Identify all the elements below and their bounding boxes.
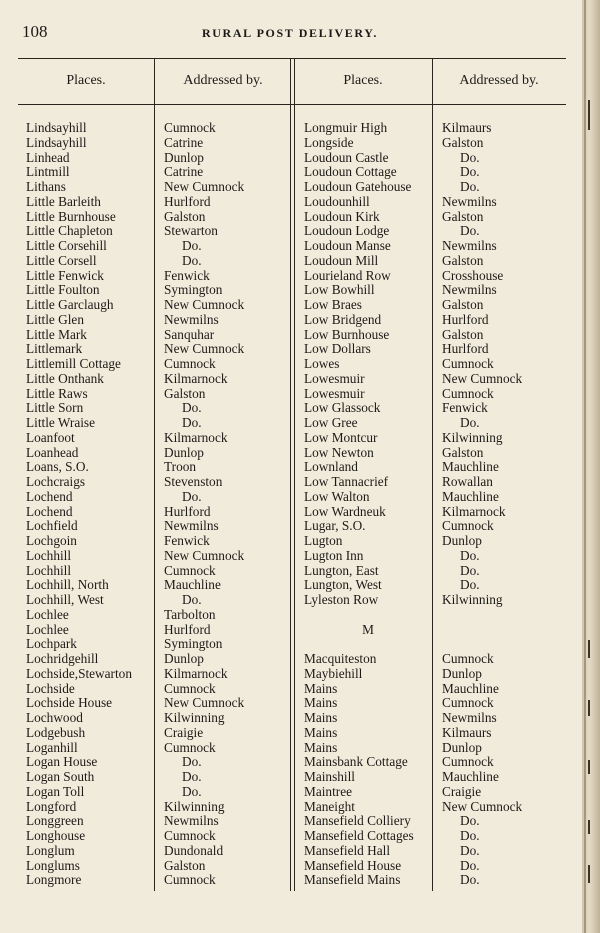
addressed-by: Do. bbox=[460, 224, 480, 239]
addressed-by: Cumnock bbox=[442, 755, 494, 770]
place-name: Longlums bbox=[26, 858, 80, 873]
place-name: Loudoun Mill bbox=[304, 253, 379, 268]
addressed-by: Hurlford bbox=[164, 622, 211, 637]
addressed-by: Dunlop bbox=[442, 740, 482, 755]
place-name: Mains bbox=[304, 681, 338, 696]
addressed-by: Galston bbox=[164, 858, 206, 873]
place-name: Lochwood bbox=[26, 711, 83, 725]
addressed-by: Galston bbox=[442, 253, 484, 268]
addressed-by: Cumnock bbox=[164, 121, 216, 135]
addressed-by: Hurlford bbox=[442, 312, 489, 327]
place-name: Littlemark bbox=[26, 342, 83, 357]
addressed-by: New Cumnock bbox=[442, 371, 523, 386]
addressed-by: New Cumnock bbox=[164, 696, 245, 711]
place-name: Loans, S.O. bbox=[26, 460, 89, 475]
place-name: Lowes bbox=[304, 357, 340, 371]
place-name: Lindsayhill bbox=[26, 121, 87, 135]
place-name: Low Wardneuk bbox=[304, 504, 386, 519]
addressed-by: Hurlford bbox=[442, 342, 489, 357]
addressed-by: Sanquhar bbox=[164, 327, 215, 342]
place-name: Lowesmuir bbox=[304, 371, 365, 386]
place-name: Loudoun Cottage bbox=[304, 165, 397, 180]
place-name: Mainshill bbox=[304, 770, 355, 784]
addressed-by: Symington bbox=[164, 637, 223, 652]
addressed-by: Crosshouse bbox=[442, 268, 504, 283]
place-name: Lochside House bbox=[26, 696, 113, 711]
place-name: Little Raws bbox=[26, 386, 88, 401]
addressed-by: Newmilns bbox=[164, 312, 219, 327]
addressed-by: Kilwinning bbox=[442, 430, 503, 445]
place-name: Loudoun Manse bbox=[304, 239, 391, 253]
addressed-by: Dunlop bbox=[164, 652, 204, 666]
addressed-by: Do. bbox=[460, 858, 480, 873]
place-name: Linhead bbox=[26, 150, 70, 165]
place-name: Mansefield House bbox=[304, 858, 402, 873]
addressed-by: Do. bbox=[460, 150, 480, 165]
addressed-by: Kilmarnock bbox=[164, 430, 228, 445]
addressed-by: Do. bbox=[182, 593, 202, 607]
place-name: Mansefield Cottages bbox=[304, 829, 414, 843]
place-name: Little Barleith bbox=[26, 194, 101, 209]
place-name: Loudoun Gatehouse bbox=[304, 180, 412, 194]
place-name: Longmuir High bbox=[304, 121, 388, 135]
addressed-by: Craigie bbox=[442, 784, 482, 799]
place-name: Lithans bbox=[26, 180, 66, 194]
place-name: Maintree bbox=[304, 784, 352, 799]
addressed-by: Dundonald bbox=[164, 843, 224, 858]
addressed-by: Hurlford bbox=[164, 504, 211, 519]
addressed-by: Newmilns bbox=[442, 283, 497, 298]
place-name: Lugar, S.O. bbox=[304, 519, 366, 534]
addressed-by: Mauchline bbox=[442, 770, 499, 784]
place-name: Little Burnhouse bbox=[26, 209, 116, 224]
addressed-by: Cumnock bbox=[164, 829, 216, 843]
addressed-by: Newmilns bbox=[164, 814, 219, 829]
addressed-by: Cumnock bbox=[442, 357, 494, 371]
place-name: Little Garclaugh bbox=[26, 298, 114, 312]
addressed-by: Dunlop bbox=[442, 666, 482, 681]
place-name: Loanhead bbox=[26, 445, 79, 460]
place-name bbox=[304, 608, 432, 623]
section-letter-m: M bbox=[362, 622, 374, 637]
place-name: Longgreen bbox=[26, 814, 84, 829]
page-header bbox=[22, 22, 558, 46]
addressed-by: Symington bbox=[164, 283, 223, 298]
place-name: Longlum bbox=[26, 843, 75, 858]
addressed-by: Do. bbox=[182, 416, 202, 430]
addressed-by: Fenwick bbox=[164, 268, 210, 283]
addressed-by: Kilmaurs bbox=[442, 725, 492, 740]
addressed-by: Cumnock bbox=[164, 357, 216, 371]
addressed-by: Galston bbox=[442, 298, 484, 312]
place-name: Lungton, East bbox=[304, 563, 379, 578]
addressed-by: Do. bbox=[460, 563, 480, 578]
place-name: Lochside bbox=[26, 681, 75, 696]
addressed-by: New Cumnock bbox=[164, 180, 245, 194]
addressed-by: Do. bbox=[460, 548, 480, 563]
place-name: Lungton, West bbox=[304, 578, 382, 593]
place-name: Low Braes bbox=[304, 298, 362, 312]
place-name: Lochhill, West bbox=[26, 593, 104, 607]
place-name: Lochpark bbox=[26, 637, 77, 652]
place-name: Little Fenwick bbox=[26, 268, 104, 283]
place-name: Little Corsehill bbox=[26, 239, 107, 253]
addressed-by: Catrine bbox=[164, 165, 204, 180]
addressed-by bbox=[442, 637, 566, 652]
place-name: Little Corsell bbox=[26, 253, 97, 268]
place-name: Lochhill, North bbox=[26, 578, 109, 593]
place-name: Lownland bbox=[304, 460, 358, 475]
place-name: Loanfoot bbox=[26, 430, 75, 445]
place-name: Lowesmuir bbox=[304, 386, 365, 401]
addressed-by: Galston bbox=[164, 386, 206, 401]
addressed-by: Cumnock bbox=[442, 519, 494, 534]
place-name: Loudoun Kirk bbox=[304, 209, 380, 224]
header-places-right: Places. bbox=[343, 73, 383, 88]
addressed-by: Galston bbox=[442, 327, 484, 342]
addressed-by: Kilmarnock bbox=[164, 666, 228, 681]
place-name: Maneight bbox=[304, 799, 355, 814]
addressed-by: Kilwinning bbox=[164, 799, 225, 814]
addressed-by: Mauchline bbox=[442, 460, 499, 475]
place-name: Lochridgehill bbox=[26, 652, 99, 666]
place-name: Lochlee bbox=[26, 607, 69, 622]
place-name: Lourieland Row bbox=[304, 268, 391, 283]
place-name: Little Wraise bbox=[26, 416, 96, 430]
addressed-by: Kilmaurs bbox=[442, 121, 492, 135]
place-name: Loganhill bbox=[26, 740, 78, 755]
place-name: Littlemill Cottage bbox=[26, 357, 121, 371]
place-name: Lochlee bbox=[26, 622, 69, 637]
place-name: Little Onthank bbox=[26, 371, 104, 386]
addressed-by: Hurlford bbox=[164, 194, 211, 209]
place-name: Lugton bbox=[304, 534, 343, 548]
place-name: Low Montcur bbox=[304, 430, 378, 445]
place-name: Logan House bbox=[26, 755, 98, 770]
binding-edge bbox=[582, 0, 600, 933]
addressed-by: Cumnock bbox=[442, 696, 494, 711]
addressed-by: Rowallan bbox=[442, 475, 493, 489]
right-addressed-column bbox=[442, 121, 566, 888]
addressed-by: Kilwinning bbox=[164, 711, 225, 725]
delivery-table bbox=[18, 58, 566, 891]
place-name: Logan Toll bbox=[26, 784, 85, 799]
place-name: Little Sorn bbox=[26, 401, 84, 416]
place-name: Low Bridgend bbox=[304, 312, 382, 327]
place-name: Little Mark bbox=[26, 327, 87, 342]
place-name: Mains bbox=[304, 711, 338, 725]
addressed-by: Do. bbox=[182, 784, 202, 799]
left-addressed-column bbox=[164, 121, 288, 888]
addressed-by: Dunlop bbox=[164, 150, 204, 165]
place-name: Lindsayhill bbox=[26, 135, 87, 150]
addressed-by: Cumnock bbox=[164, 563, 216, 578]
place-name: Mansefield Colliery bbox=[304, 814, 411, 829]
addressed-by: Do. bbox=[460, 873, 480, 888]
place-name: Lochgoin bbox=[26, 534, 77, 548]
addressed-by: Do. bbox=[182, 755, 202, 770]
place-name: Lyleston Row bbox=[304, 593, 379, 607]
addressed-by: Newmilns bbox=[442, 194, 497, 209]
header-places-left: Places. bbox=[66, 73, 106, 88]
addressed-by: Mauchline bbox=[164, 578, 221, 593]
addressed-by: Galston bbox=[164, 209, 206, 224]
center-double-divider bbox=[290, 59, 295, 891]
addressed-by: Mauchline bbox=[442, 681, 499, 696]
addressed-by: Mauchline bbox=[442, 489, 499, 504]
addressed-by: Do. bbox=[460, 829, 480, 843]
header-addressed-right: Addressed by. bbox=[459, 73, 539, 88]
addressed-by: Craigie bbox=[164, 725, 204, 740]
addressed-by: Kilmarnock bbox=[164, 371, 228, 386]
place-name: Lugton Inn bbox=[304, 548, 364, 563]
place-name: Longhouse bbox=[26, 829, 86, 843]
place-name: Little Glen bbox=[26, 312, 84, 327]
right-places-column bbox=[304, 121, 432, 888]
place-name: Low Newton bbox=[304, 445, 374, 460]
addressed-by: Do. bbox=[182, 239, 202, 253]
place-name: Lochhill bbox=[26, 563, 72, 578]
place-name: Mains bbox=[304, 696, 338, 711]
addressed-by: Catrine bbox=[164, 135, 204, 150]
place-name: Lochcraigs bbox=[26, 475, 86, 489]
place-name: Loudoun Castle bbox=[304, 150, 389, 165]
addressed-by: New Cumnock bbox=[164, 342, 245, 357]
addressed-by: Cumnock bbox=[164, 740, 216, 755]
place-name: Loudoun Lodge bbox=[304, 224, 390, 239]
place-name: Lochend bbox=[26, 489, 73, 504]
addressed-by: Galston bbox=[442, 209, 484, 224]
addressed-by: Fenwick bbox=[164, 534, 210, 548]
addressed-by: Do. bbox=[460, 578, 480, 593]
addressed-by bbox=[442, 623, 566, 638]
place-name bbox=[304, 637, 432, 652]
place-name: Low Bowhill bbox=[304, 283, 375, 298]
addressed-by: Stewarton bbox=[164, 224, 218, 239]
page-number: 108 bbox=[22, 22, 48, 41]
addressed-by: Do. bbox=[460, 165, 480, 180]
place-name: Mansefield Mains bbox=[304, 873, 401, 888]
addressed-by: Newmilns bbox=[164, 519, 219, 534]
place-name: Low Glassock bbox=[304, 401, 381, 416]
addressed-by: Troon bbox=[164, 460, 197, 475]
place-name: Little Foulton bbox=[26, 283, 100, 298]
addressed-by: Do. bbox=[460, 180, 480, 194]
column-divider bbox=[432, 59, 433, 891]
place-name: Lodgebush bbox=[26, 725, 86, 740]
addressed-by: Do. bbox=[460, 814, 480, 829]
place-name: Low Walton bbox=[304, 489, 370, 504]
place-name: Longmore bbox=[26, 873, 82, 888]
place-name: Little Chapleton bbox=[26, 224, 113, 239]
addressed-by: Do. bbox=[460, 416, 480, 430]
addressed-by: Cumnock bbox=[442, 386, 494, 401]
addressed-by: Tarbolton bbox=[164, 607, 216, 622]
addressed-by: Do. bbox=[182, 253, 202, 268]
place-name: Macquiteston bbox=[304, 652, 377, 666]
addressed-by: Newmilns bbox=[442, 239, 497, 253]
addressed-by: Stevenston bbox=[164, 475, 223, 489]
addressed-by: Do. bbox=[182, 489, 202, 504]
place-name: Low Dollars bbox=[304, 342, 371, 357]
addressed-by: Cumnock bbox=[164, 681, 216, 696]
addressed-by: Galston bbox=[442, 445, 484, 460]
place-name: Mainsbank Cottage bbox=[304, 755, 408, 770]
column-divider bbox=[154, 59, 155, 891]
addressed-by: Kilmarnock bbox=[442, 504, 506, 519]
running-title: RURAL POST DELIVERY. bbox=[202, 26, 378, 40]
header-addressed-left: Addressed by. bbox=[183, 73, 263, 88]
addressed-by: Do. bbox=[460, 843, 480, 858]
addressed-by: Kilwinning bbox=[442, 593, 503, 607]
addressed-by: Cumnock bbox=[442, 652, 494, 666]
place-name: Longford bbox=[26, 799, 77, 814]
place-name: Longside bbox=[304, 135, 354, 150]
addressed-by: New Cumnock bbox=[442, 799, 523, 814]
place-name: Mansefield Hall bbox=[304, 843, 391, 858]
place-name: Low Tannacrief bbox=[304, 475, 389, 489]
place-name: Lintmill bbox=[26, 165, 70, 180]
place-name: Mains bbox=[304, 740, 338, 755]
addressed-by: Dunlop bbox=[164, 445, 204, 460]
addressed-by: New Cumnock bbox=[164, 548, 245, 563]
place-name: Mains bbox=[304, 725, 338, 740]
addressed-by: Newmilns bbox=[442, 711, 497, 725]
left-places-column bbox=[26, 121, 154, 888]
addressed-by: Cumnock bbox=[164, 873, 216, 888]
addressed-by: Galston bbox=[442, 135, 484, 150]
place-name: Low Gree bbox=[304, 416, 358, 430]
place-name: Maybiehill bbox=[304, 666, 363, 681]
place-name: Loudounhill bbox=[304, 194, 370, 209]
addressed-by: Do. bbox=[182, 770, 202, 784]
place-name: Lochside,Stewarton bbox=[26, 666, 132, 681]
place-name: Lochfield bbox=[26, 519, 78, 534]
addressed-by: Fenwick bbox=[442, 401, 488, 416]
place-name: Low Burnhouse bbox=[304, 327, 390, 342]
addressed-by: Do. bbox=[182, 401, 202, 416]
place-name: Lochend bbox=[26, 504, 73, 519]
place-name: Logan South bbox=[26, 770, 95, 784]
addressed-by: Dunlop bbox=[442, 534, 482, 548]
addressed-by: New Cumnock bbox=[164, 298, 245, 312]
addressed-by bbox=[442, 608, 566, 623]
place-name: Lochhill bbox=[26, 548, 72, 563]
